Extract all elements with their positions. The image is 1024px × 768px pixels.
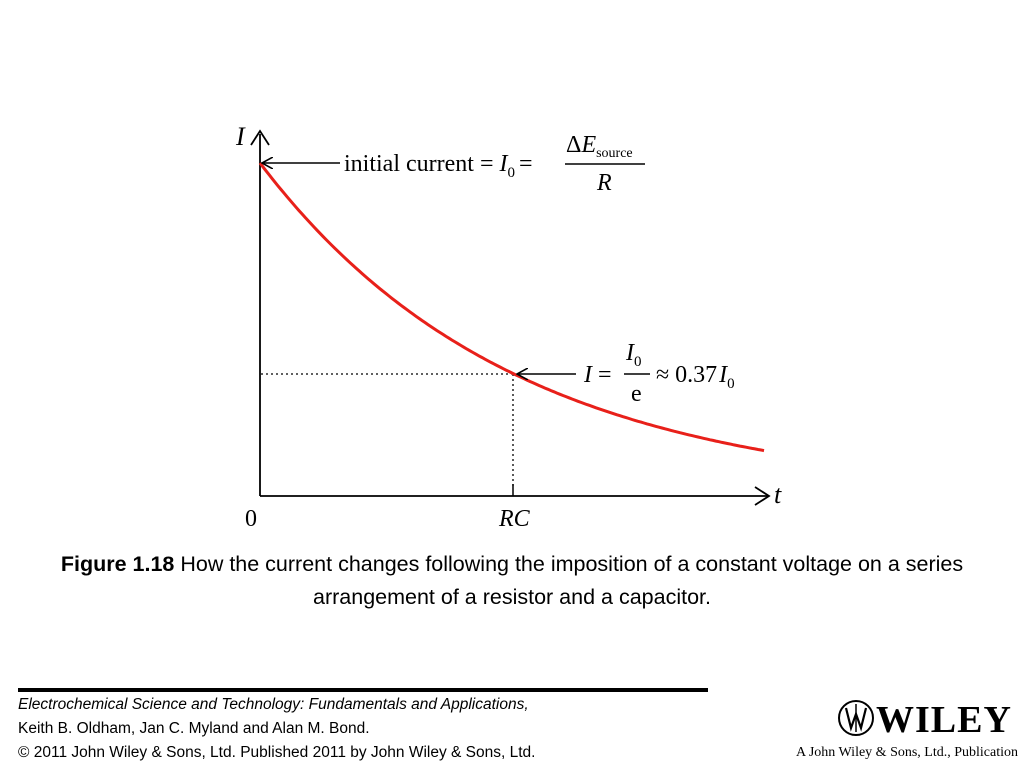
decay-label-symbol: I =	[584, 362, 612, 388]
initial-fraction-numerator: $\Delta E_{source}$	[566, 132, 633, 161]
wiley-logo: WILEY	[876, 699, 1012, 741]
figure-label: Figure 1.18	[60, 552, 175, 576]
series-line-current	[260, 163, 764, 451]
footer-authors: Keith B. Oldham, Jan C. Myland and Alan M. Bond.	[18, 720, 370, 737]
wiley-tagline: A John Wiley & Sons, Ltd., Publication	[796, 745, 1019, 760]
y-axis-label: I	[236, 122, 245, 151]
origin-tick-label: 0	[245, 506, 257, 532]
decay-approx-value: ≈ $0.37I_0$	[656, 362, 735, 392]
x-axis-label: t	[774, 480, 782, 509]
footer-divider	[18, 688, 708, 692]
rc-tick-label: RC	[499, 506, 530, 532]
wiley-emblem-icon	[836, 698, 876, 742]
figure-caption	[0, 548, 1024, 614]
figure-caption-text: How the current changes following the imposition of a constant voltage on a series arrangement of a resistor and a capacitor.	[174, 552, 964, 609]
decay-fraction-denominator: e	[631, 381, 642, 407]
initial-fraction-denominator: R	[597, 170, 612, 196]
footer-copyright: © 2011 John Wiley & Sons, Ltd. Published 2011 by John Wiley & Sons, Ltd.	[18, 744, 536, 761]
initial-current-label: initial current = $I_0$ =	[344, 151, 533, 181]
footer-book-title: Electrochemical Science and Technology: Fundamentals and Applications,	[18, 696, 529, 713]
footer-citation	[18, 693, 535, 765]
decay-fraction-numerator: $I_0$	[626, 340, 642, 370]
